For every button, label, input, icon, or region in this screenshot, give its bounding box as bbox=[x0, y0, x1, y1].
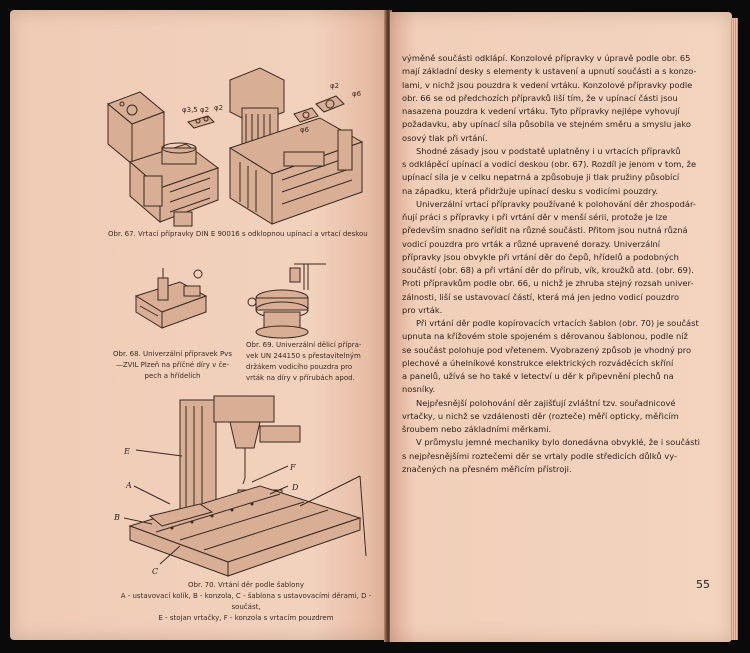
text-line: značených na přesném měřicím přístroji. bbox=[402, 463, 572, 474]
jig-right-drawing bbox=[230, 68, 362, 224]
dim-label-5: φ6 bbox=[352, 90, 362, 98]
figure-68-universal-jig bbox=[130, 266, 214, 336]
text-line: vrtačky, u nichž se vzdálenosti děr (rozteče) měří opticky, měřicím bbox=[402, 410, 679, 421]
text-line: osový tlak při vrtání. bbox=[402, 132, 488, 143]
drill-press-drawing bbox=[130, 396, 366, 576]
left-page bbox=[10, 10, 388, 640]
text-line: lami, v nichž jsou pouzdra k vedení vrtáku. Konzolové přípravky podle bbox=[402, 79, 693, 90]
text-line: přípravky jsou obvykle při vrtání děr do čepů, hřídelů a podobných bbox=[402, 251, 679, 262]
figure-69-caption bbox=[246, 340, 378, 384]
text-line: nasazena pouzdra k vedení vrtáku. Tyto přípravky nejlépe vyhovují bbox=[402, 106, 680, 116]
figure-70-template-drilling bbox=[110, 386, 372, 582]
caption-69-line-2: vek UN 244150 s přestavitelným bbox=[246, 352, 361, 360]
text-line: šroubem nebo základními měrkami. bbox=[402, 424, 552, 434]
label-E: E bbox=[124, 447, 130, 456]
dim-label-6: φ6 bbox=[300, 126, 310, 134]
caption-69-line-1: Obr. 69. Univerzální dělicí přípra- bbox=[246, 341, 362, 349]
figure-69-indexing-jig bbox=[242, 254, 342, 340]
caption-69-line-4: vrták na díry v přírubách apod. bbox=[246, 374, 355, 382]
open-book bbox=[6, 10, 742, 646]
text-line: se součást polohuje pod vřetenem. Vyobrazený způsob je vhodný pro bbox=[402, 344, 692, 355]
text-line: Při vrtání děr podle kopírovacích vrtacích šablon (obr. 70) je součást bbox=[416, 318, 699, 328]
figure-67-caption: Obr. 67. Vrtací přípravky DIN E 90016 s odklopnou upínací a vrtací deskou bbox=[108, 230, 368, 238]
figure-67-drilling-jigs bbox=[90, 52, 380, 242]
text-line: V průmyslu jemné mechaniky bylo donedávna obvyklé, že i součásti bbox=[416, 437, 700, 448]
figure-68-caption bbox=[110, 349, 235, 382]
text-line: zálnosti, liší se ustavovací částí, která má jen jedno vodicí pouzdro bbox=[402, 291, 680, 302]
page-number: 55 bbox=[696, 578, 710, 591]
text-line: upínací síla je v celku nepatrná a způsobuje ji tlak pružiny působící bbox=[402, 172, 680, 183]
body-text bbox=[402, 52, 707, 476]
figure-70-caption bbox=[112, 580, 380, 624]
text-line: Univerzální vrtací přípravky používané k polohování děr zhospodár- bbox=[416, 198, 696, 209]
label-C: C bbox=[152, 567, 159, 576]
page-edge bbox=[730, 18, 738, 640]
caption-70-line-3: E - stojan vrtačky, F - konzola s vrtacím pouzdrem bbox=[158, 614, 334, 622]
caption-70-line-1: Obr. 70. Vrtání děr podle šablony bbox=[188, 581, 304, 589]
text-line: ňují práci s přípravky i při vrtání děr v menší sérii, protože je lze bbox=[402, 212, 668, 222]
text-line: s odklápěcí upínací a vodicí deskou (obr. 67). Rozdíl je jenom v tom, že bbox=[402, 159, 697, 169]
caption-70-line-2: A - ustavovací kolík, B - konzola, C - šablona s ustavovacími děrami, D - součást, bbox=[120, 592, 372, 611]
text-line: výměně součásti odklápí. Konzolové přípravky v úpravě podle obr. 65 bbox=[402, 53, 691, 63]
text-line: požadavku, aby upínací síla působila ve stejném směru a smyslu jako bbox=[402, 119, 691, 130]
text-line: obr. 66 se od předchozích přípravků liší tím, že v upínací části jsou bbox=[402, 92, 678, 103]
text-line: plechové a úhelníkové konstrukce elektrických rozváděcích skříní bbox=[402, 357, 674, 368]
text-line: a panelů, užívá se ho také v letectví u děr k připevnění plechů na bbox=[402, 371, 674, 381]
text-line: Nejpřesnější polohování děr zajišťují zvláštní tzv. souřadnicové bbox=[416, 397, 676, 408]
dim-label-3: φ2 bbox=[214, 104, 224, 112]
text-line: mají základní desky s elementy k ustavení a upnutí součásti a s konzo- bbox=[402, 66, 697, 77]
caption-68-line-1: Obr. 68. Univerzální přípravek Pvs bbox=[113, 350, 232, 358]
label-D: D bbox=[292, 483, 299, 492]
label-F: F bbox=[290, 463, 296, 472]
text-line: především snadno seřídit na různé součásti. Přitom jsou nutná různá bbox=[402, 225, 688, 236]
label-B: B bbox=[114, 513, 120, 522]
right-page bbox=[390, 12, 732, 642]
text-line: Shodné zásady jsou v podstatě uplatněny i u vrtacích přípravků bbox=[416, 145, 681, 156]
text-line: nosníky. bbox=[402, 384, 436, 395]
text-line: Proti přípravkům podle obr. 66, u nichž je zhruba stejný rozsah univer- bbox=[402, 278, 694, 289]
caption-69-line-3: držákem vodicího pouzdra pro bbox=[246, 363, 353, 371]
text-line: upnuta na křížovém stole spojeném s děrovanou šablonou, podle níž bbox=[402, 331, 688, 342]
text-line: s nejpřesnějšími roztečemi děr se vrtaly podle středicích důlků vy- bbox=[402, 450, 677, 461]
dim-label-1: φ3,5 bbox=[182, 106, 198, 114]
dim-label-2: φ2 bbox=[200, 106, 210, 114]
caption-68-line-3: pech a hřídelích bbox=[144, 372, 201, 380]
text-line: pro vrták. bbox=[402, 304, 443, 315]
caption-68-line-2: —ZVIL Plzeň na příčné díry v če- bbox=[115, 361, 230, 369]
text-line: na západku, která přidržuje upínací desku s vodicími pouzdry. bbox=[402, 185, 658, 196]
label-A: A bbox=[126, 481, 132, 490]
text-line: součástí (obr. 68) a při vrtání děr do přírub, vík, kroužků atd. (obr. 69). bbox=[402, 265, 694, 275]
text-line: vodicí pouzdra pro vrták a různé upravené dorazy. Univerzální bbox=[402, 238, 661, 249]
dim-label-4: φ2 bbox=[330, 82, 340, 90]
